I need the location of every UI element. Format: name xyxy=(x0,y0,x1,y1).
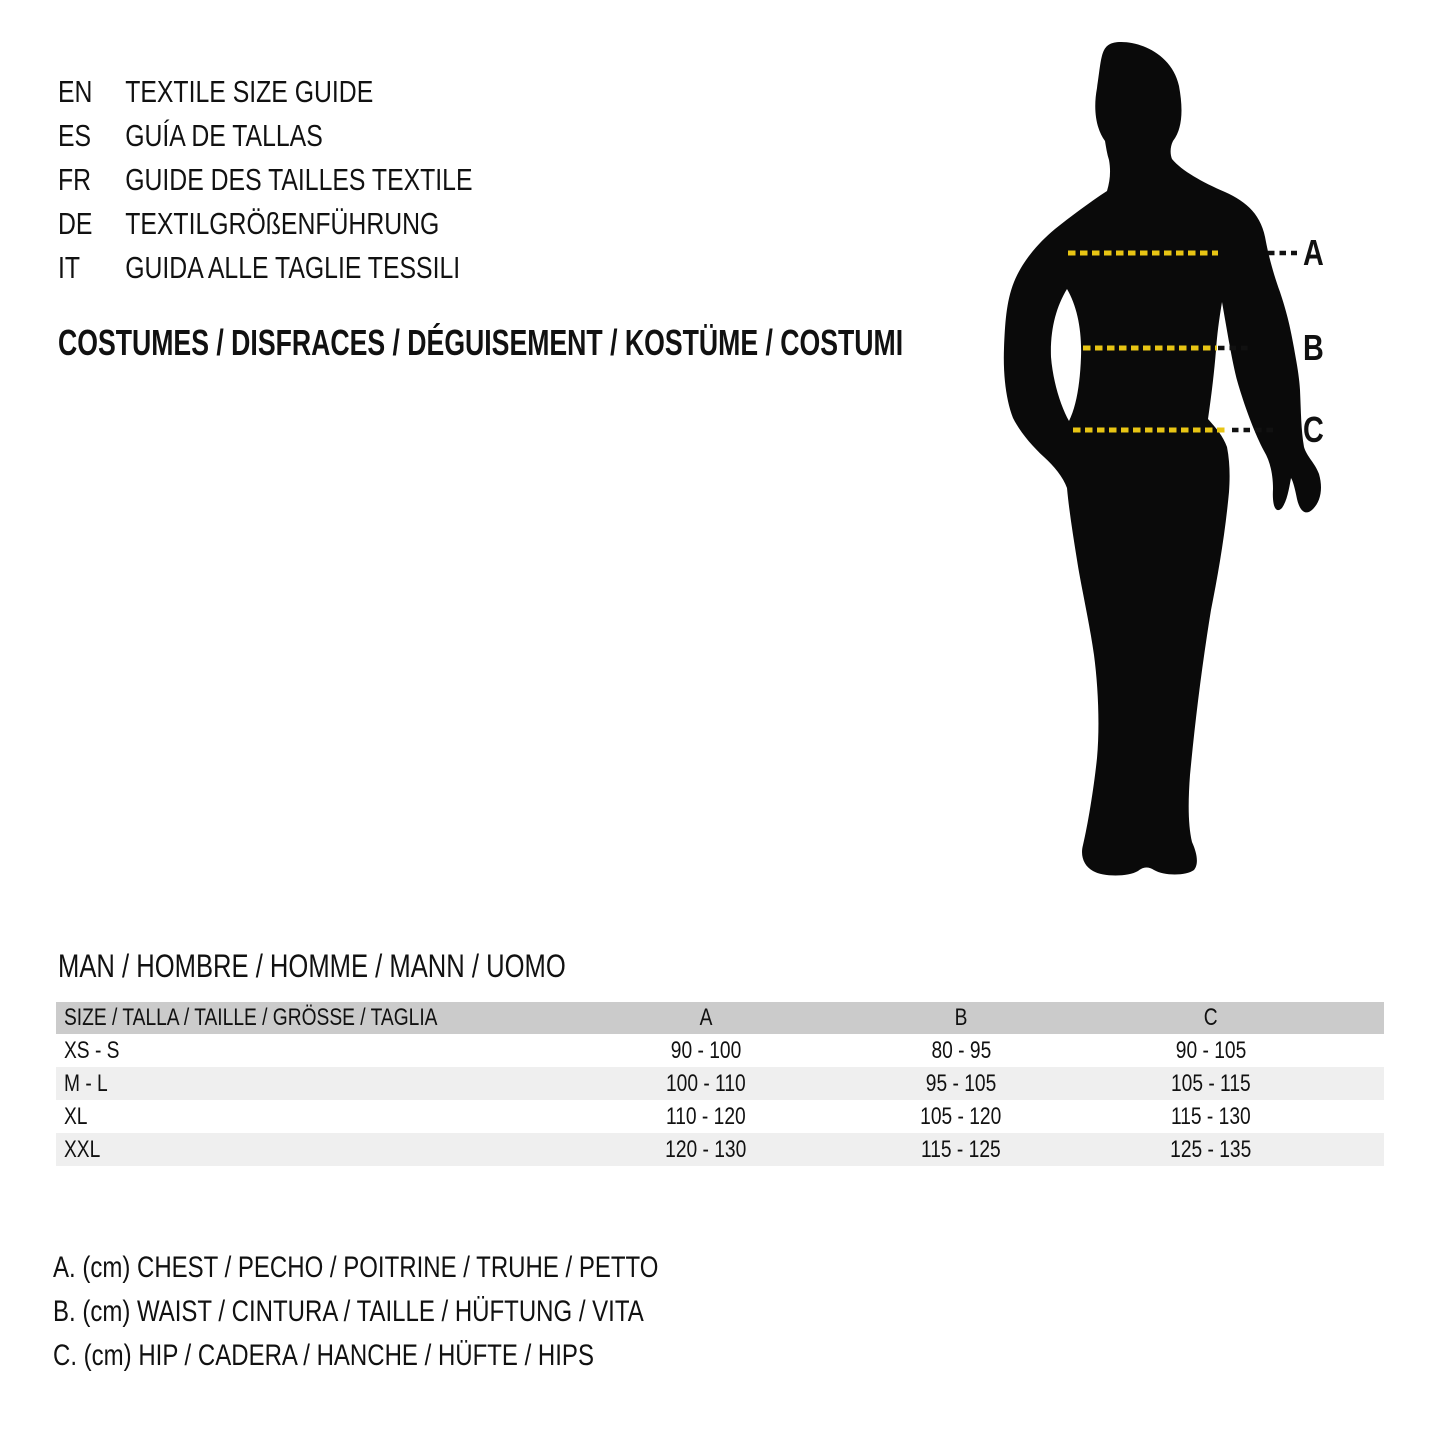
language-code: EN xyxy=(58,74,93,109)
value-b: 80 - 95 xyxy=(931,1036,991,1064)
value-c: 115 - 130 xyxy=(1171,1102,1251,1130)
note-waist: B. (cm) WAIST / CINTURA / TAILLE / HÜFTUNG / VITA xyxy=(53,1295,644,1328)
value-b: 115 - 125 xyxy=(921,1135,1001,1163)
table-row xyxy=(56,1100,1384,1133)
language-row-it xyxy=(58,246,576,290)
size-guide-figure xyxy=(950,30,1430,910)
section-heading-text: MAN / HOMBRE / HOMME / MANN / UOMO xyxy=(58,948,566,984)
language-row-en xyxy=(58,70,576,114)
value-b: 105 - 120 xyxy=(920,1102,1002,1130)
language-row-es xyxy=(58,114,576,158)
size-cell: XS - S xyxy=(64,1036,120,1064)
language-code: ES xyxy=(58,118,92,153)
value-a: 90 - 100 xyxy=(670,1036,742,1064)
value-c: 125 - 135 xyxy=(1170,1135,1252,1163)
value-a: 100 - 110 xyxy=(666,1069,746,1097)
value-c: 105 - 115 xyxy=(1171,1069,1251,1097)
note-hip: C. (cm) HIP / CADERA / HANCHE / HÜFTE / HIPS xyxy=(53,1339,594,1372)
language-label: GUÍA DE TALLAS xyxy=(125,118,323,153)
measure-label-c: C xyxy=(1303,409,1324,450)
size-table-header-row xyxy=(56,1002,1384,1034)
language-label: GUIDA ALLE TAGLIE TESSILI xyxy=(125,250,461,285)
language-row-de xyxy=(58,202,576,246)
section-heading-man xyxy=(58,944,693,988)
language-code: DE xyxy=(58,206,93,241)
size-table-header-col-c: C xyxy=(1204,1004,1218,1031)
language-list xyxy=(58,70,576,290)
size-table-header-size: SIZE / TALLA / TAILLE / GRÖSSE / TAGLIA xyxy=(64,1004,438,1031)
size-cell: M - L xyxy=(64,1069,108,1097)
table-row xyxy=(56,1067,1384,1100)
table-row xyxy=(56,1133,1384,1166)
table-row xyxy=(56,1034,1384,1067)
size-cell: XXL xyxy=(64,1135,101,1163)
man-silhouette-svg xyxy=(950,30,1430,910)
language-label: TEXTILGRÖßENFÜHRUNG xyxy=(125,206,440,241)
category-heading-text: COSTUMES / DISFRACES / DÉGUISEMENT / KOSTÜME / COSTUMI xyxy=(58,322,904,363)
language-code: FR xyxy=(58,162,92,197)
language-code: IT xyxy=(58,250,81,285)
value-c: 90 - 105 xyxy=(1175,1036,1247,1064)
size-table xyxy=(56,1002,1384,1166)
language-row-fr xyxy=(58,158,576,202)
value-a: 120 - 130 xyxy=(665,1135,747,1163)
value-a: 110 - 120 xyxy=(666,1102,746,1130)
size-table-header-col-a: A xyxy=(699,1004,713,1031)
measure-label-a: A xyxy=(1303,232,1324,273)
measure-label-b: B xyxy=(1303,327,1324,368)
value-b: 95 - 105 xyxy=(925,1069,997,1097)
language-label: GUIDE DES TAILLES TEXTILE xyxy=(125,162,473,197)
language-label: TEXTILE SIZE GUIDE xyxy=(125,74,374,109)
size-cell: XL xyxy=(64,1102,88,1130)
man-silhouette xyxy=(1004,42,1321,876)
size-table-header-col-b: B xyxy=(954,1004,968,1031)
note-chest: A. (cm) CHEST / PECHO / POITRINE / TRUHE / PETTO xyxy=(53,1251,659,1284)
measure-notes xyxy=(53,1246,810,1378)
